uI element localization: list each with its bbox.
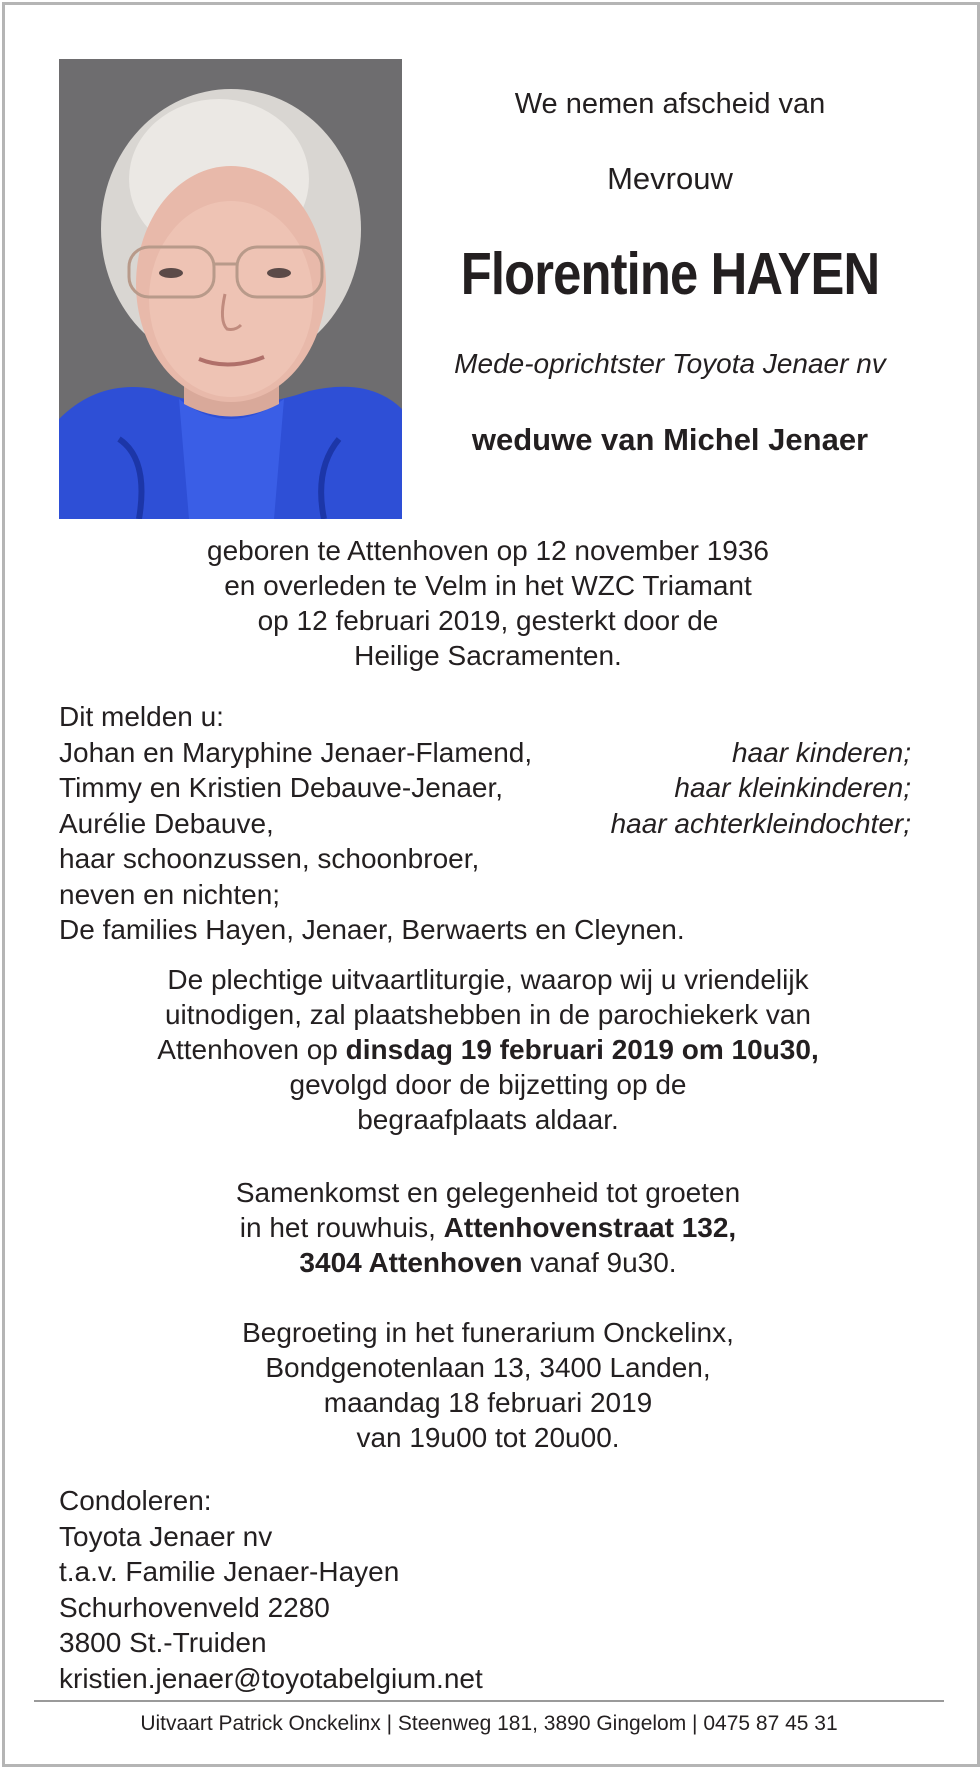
family-relation: haar kinderen; bbox=[731, 736, 911, 768]
gathering-details bbox=[59, 1175, 917, 1280]
death-date-line: op 12 februari 2019, gesterkt door de bbox=[257, 605, 719, 636]
gathering-street: Attenhovenstraat 132, bbox=[443, 1212, 737, 1243]
family-row bbox=[59, 770, 911, 806]
liturgy-line: uitnodigen, zal plaatshebben in de parochiekerk van bbox=[164, 999, 811, 1030]
family-names: Timmy en Kristien Debauve-Jenaer, bbox=[59, 772, 504, 803]
family-relation: haar kleinkinderen; bbox=[674, 772, 911, 803]
deceased-role: Mede-oprichtster Toyota Jenaer nv bbox=[454, 348, 886, 379]
family-relation: haar achterkleindochter; bbox=[610, 807, 911, 839]
greeting-details bbox=[59, 1315, 917, 1455]
gathering-prefix: in het rouwhuis, bbox=[239, 1212, 444, 1243]
gathering-town-line bbox=[59, 1245, 917, 1280]
family-names: Aurélie Debauve, bbox=[59, 807, 274, 839]
family-line: haar schoonzussen, schoonbroer, bbox=[59, 843, 480, 874]
widow-line: weduwe van Michel Jenaer bbox=[471, 422, 869, 457]
intro-text: We nemen afscheid van bbox=[514, 88, 826, 120]
family-row bbox=[59, 806, 911, 842]
liturgy-place: Attenhoven op bbox=[157, 1034, 346, 1065]
gathering-address-line bbox=[59, 1210, 917, 1245]
greeting-line: Bondgenotenlaan 13, 3400 Landen, bbox=[265, 1352, 711, 1383]
death-line: en overleden te Velm in het WZC Triamant bbox=[224, 570, 752, 601]
family-row bbox=[59, 735, 911, 771]
deceased-name: Florentine HAYEN bbox=[460, 241, 880, 307]
gathering-town: 3404 Attenhoven bbox=[299, 1247, 523, 1278]
greeting-line: Begroeting in het funerarium Onckelinx, bbox=[242, 1317, 734, 1348]
condole-line: 3800 St.-Truiden bbox=[59, 1627, 267, 1658]
family-announcement bbox=[59, 699, 911, 948]
condole-heading: Condoleren: bbox=[59, 1485, 212, 1516]
liturgy-line: De plechtige uitvaartliturgie, waarop wij u vriendelijk bbox=[167, 964, 809, 995]
family-line: De families Hayen, Jenaer, Berwaerts en Cleynen. bbox=[59, 914, 685, 945]
announce-heading: Dit melden u: bbox=[59, 701, 224, 732]
gathering-line: Samenkomst en gelegenheid tot groeten bbox=[235, 1177, 741, 1208]
family-names: Johan en Maryphine Jenaer-Flamend, bbox=[59, 736, 533, 768]
liturgy-details bbox=[59, 962, 917, 1137]
condole-email[interactable]: kristien.jenaer@toyotabelgium.net bbox=[59, 1662, 483, 1694]
condole-line: t.a.v. Familie Jenaer-Hayen bbox=[59, 1556, 400, 1587]
condolence-address bbox=[59, 1483, 483, 1696]
footer-divider bbox=[34, 1700, 944, 1702]
condole-line: Toyota Jenaer nv bbox=[59, 1520, 273, 1552]
honorific: Mevrouw bbox=[607, 161, 733, 196]
greeting-line: van 19u00 tot 20u00. bbox=[356, 1422, 620, 1453]
portrait-photo bbox=[59, 59, 402, 519]
liturgy-line: begraafplaats aldaar. bbox=[357, 1104, 619, 1135]
funeral-home-footer: Uitvaart Patrick Onckelinx | Steenweg 181, 3890 Gingelom | 0475 87 45 31 bbox=[140, 1712, 838, 1735]
birth-death-details bbox=[59, 533, 917, 673]
liturgy-date-line bbox=[59, 1032, 917, 1067]
liturgy-line: gevolgd door de bijzetting op de bbox=[289, 1069, 687, 1100]
greeting-line: maandag 18 februari 2019 bbox=[323, 1387, 653, 1418]
gathering-time: vanaf 9u30. bbox=[522, 1247, 677, 1278]
condole-line: Schurhovenveld 2280 bbox=[59, 1591, 330, 1623]
liturgy-datetime: dinsdag 19 februari 2019 om 10u30, bbox=[345, 1034, 819, 1065]
sacraments-line: Heilige Sacramenten. bbox=[354, 640, 622, 671]
family-line: neven en nichten; bbox=[59, 878, 281, 910]
birth-line: geboren te Attenhoven op 12 november 1936 bbox=[207, 535, 769, 566]
